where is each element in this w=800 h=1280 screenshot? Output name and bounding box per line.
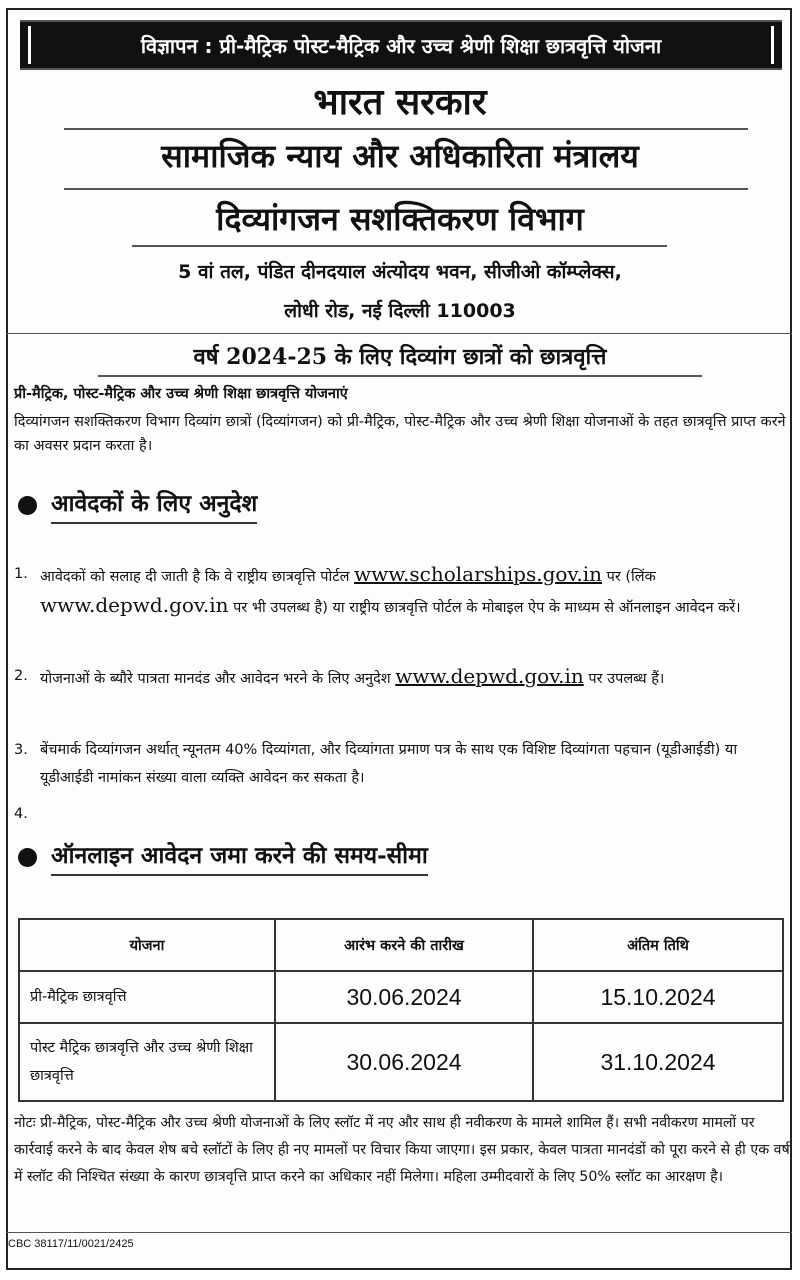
item-text: बेंचमार्क दिव्यांगजन अर्थात् न्यूनतम 40% दिव्यांगता, और दिव्यांगता प्रमाण पत्र के साथ एक विशिष्ट दिव्यांगता पहचान (यूडीआईडी) या यूडीआईडी नामांकन संख्या वाला व्यक्ति आवेदन कर सकता है।	[40, 742, 738, 786]
intro-description: दिव्यांगजन सशक्तिकरण विभाग दिव्यांग छात्रों (दिव्यांगजन) को प्री-मैट्रिक, पोस्ट-मैट्रिक और उच्च श्रेणी शिक्षा योजनाओं के तहत छात्रवृत्ति प्राप्त करने का अवसर प्रदान करता है।	[14, 414, 786, 454]
start-date-cell: 30.06.2024	[275, 1023, 533, 1101]
item-number: 4.	[14, 806, 28, 822]
banner-text: विज्ञापन : प्री-मैट्रिक पोस्ट-मैट्रिक और उच्च श्रेणी शिक्षा छात्रवृत्ति योजना	[140, 33, 662, 58]
ministry-title: सामाजिक न्याय और अधिकारिता मंत्रालय	[161, 137, 639, 175]
table-row	[19, 971, 783, 1023]
item-text: आवेदकों को सलाह दी जाती है कि वे राष्ट्रीय छात्रवृत्ति पोर्टल	[40, 569, 350, 585]
government-title: भारत सरकार	[313, 81, 487, 123]
column-header: आरंभ करने की तारीख	[275, 919, 533, 971]
item-number: 2.	[14, 668, 28, 684]
note-paragraph: नोटः प्री-मैट्रिक, पोस्ट-मैट्रिक और उच्च श्रेणी योजनाओं के लिए स्लॉट में नए और साथ ही नवीकरण के मामले शामिल हैं। सभी नवीकरण मामलों पर कार्रवाई करने के बाद केवल शेष बचे स्लॉटों के लिए ही नए मामलों पर विचार किया जाएगा। इस प्रकार, केवल पात्रता मानदंडों को पूरा करने से ही एक वर्ष में स्लॉट की निश्चित संख्या के कारण छात्रवृत्ति प्राप्त करने का अधिकार नहीं मिलेगा। महिला उम्मीदवारों के लिए 50% स्लॉट का आरक्षण है।	[14, 1115, 790, 1185]
scholarship-year-title: वर्ष 2024-25 के लिए दिव्यांग छात्रों को छात्रवृत्ति	[193, 344, 607, 370]
department-title: दिव्यांगजन सशक्तिकरण विभाग	[216, 200, 584, 238]
column-header: योजना	[19, 919, 275, 971]
advertisement-banner	[20, 20, 782, 70]
column-header: अंतिम तिथि	[533, 919, 783, 971]
item-number: 1.	[14, 566, 28, 582]
timeline-title: ऑनलाइन आवेदन जमा करने की समय-सीमा	[51, 838, 428, 876]
divider	[132, 245, 667, 247]
divider	[64, 188, 748, 190]
scheme-cell: प्री-मैट्रिक छात्रवृत्ति	[19, 971, 275, 1023]
instructions-section-header	[18, 486, 257, 524]
instruction-item	[14, 736, 790, 792]
scholarships-portal-link[interactable]: www.scholarships.gov.in	[354, 562, 602, 586]
deadline-table	[18, 918, 784, 1102]
item-text: योजनाओं के ब्यौरे पात्रता मानदंड और आवेदन भरने के लिए अनुदेश	[40, 671, 391, 687]
item-text: पर उपलब्ध हैं।	[588, 671, 665, 687]
address-line-2: लोधी रोड, नई दिल्ली 110003	[284, 300, 516, 322]
item-text: पर भी उपलब्ध है) या राष्ट्रीय छात्रवृत्ति पोर्टल के मोबाइल ऐप के माध्यम से ऑनलाइन आवेदन करें।	[233, 600, 741, 616]
schemes-subtitle: प्री-मैट्रिक, पोस्ट-मैट्रिक और उच्च श्रेणी शिक्षा छात्रवृत्ति योजनाएं	[14, 386, 348, 402]
table-header-row	[19, 919, 783, 971]
divider	[6, 333, 792, 334]
item-text: पर (लिंक	[606, 569, 656, 585]
bullet-icon	[18, 496, 37, 515]
banner-frame	[28, 26, 774, 64]
timeline-section-header	[18, 838, 428, 876]
advertisement-code: CBC 38117/11/0021/2425	[8, 1238, 134, 1250]
depwd-link[interactable]: www.depwd.gov.in	[40, 593, 229, 617]
depwd-link[interactable]: www.depwd.gov.in	[395, 664, 584, 688]
instructions-title: आवेदकों के लिए अनुदेश	[51, 486, 257, 524]
address-line-1: 5 वां तल, पंडित दीनदयाल अंत्योदय भवन, सीजीओ कॉम्प्लेक्स,	[178, 261, 622, 283]
bullet-icon	[18, 848, 37, 867]
end-date-cell: 15.10.2024	[533, 971, 783, 1023]
item-number: 3.	[14, 742, 28, 758]
end-date-cell: 31.10.2024	[533, 1023, 783, 1101]
instruction-item	[14, 560, 790, 622]
table-row	[19, 1023, 783, 1101]
divider	[64, 128, 748, 130]
divider	[6, 1232, 792, 1233]
instruction-item	[14, 662, 790, 693]
divider	[98, 375, 702, 377]
start-date-cell: 30.06.2024	[275, 971, 533, 1023]
scheme-cell: पोस्ट मैट्रिक छात्रवृत्ति और उच्च श्रेणी शिक्षा छात्रवृत्ति	[19, 1023, 275, 1101]
